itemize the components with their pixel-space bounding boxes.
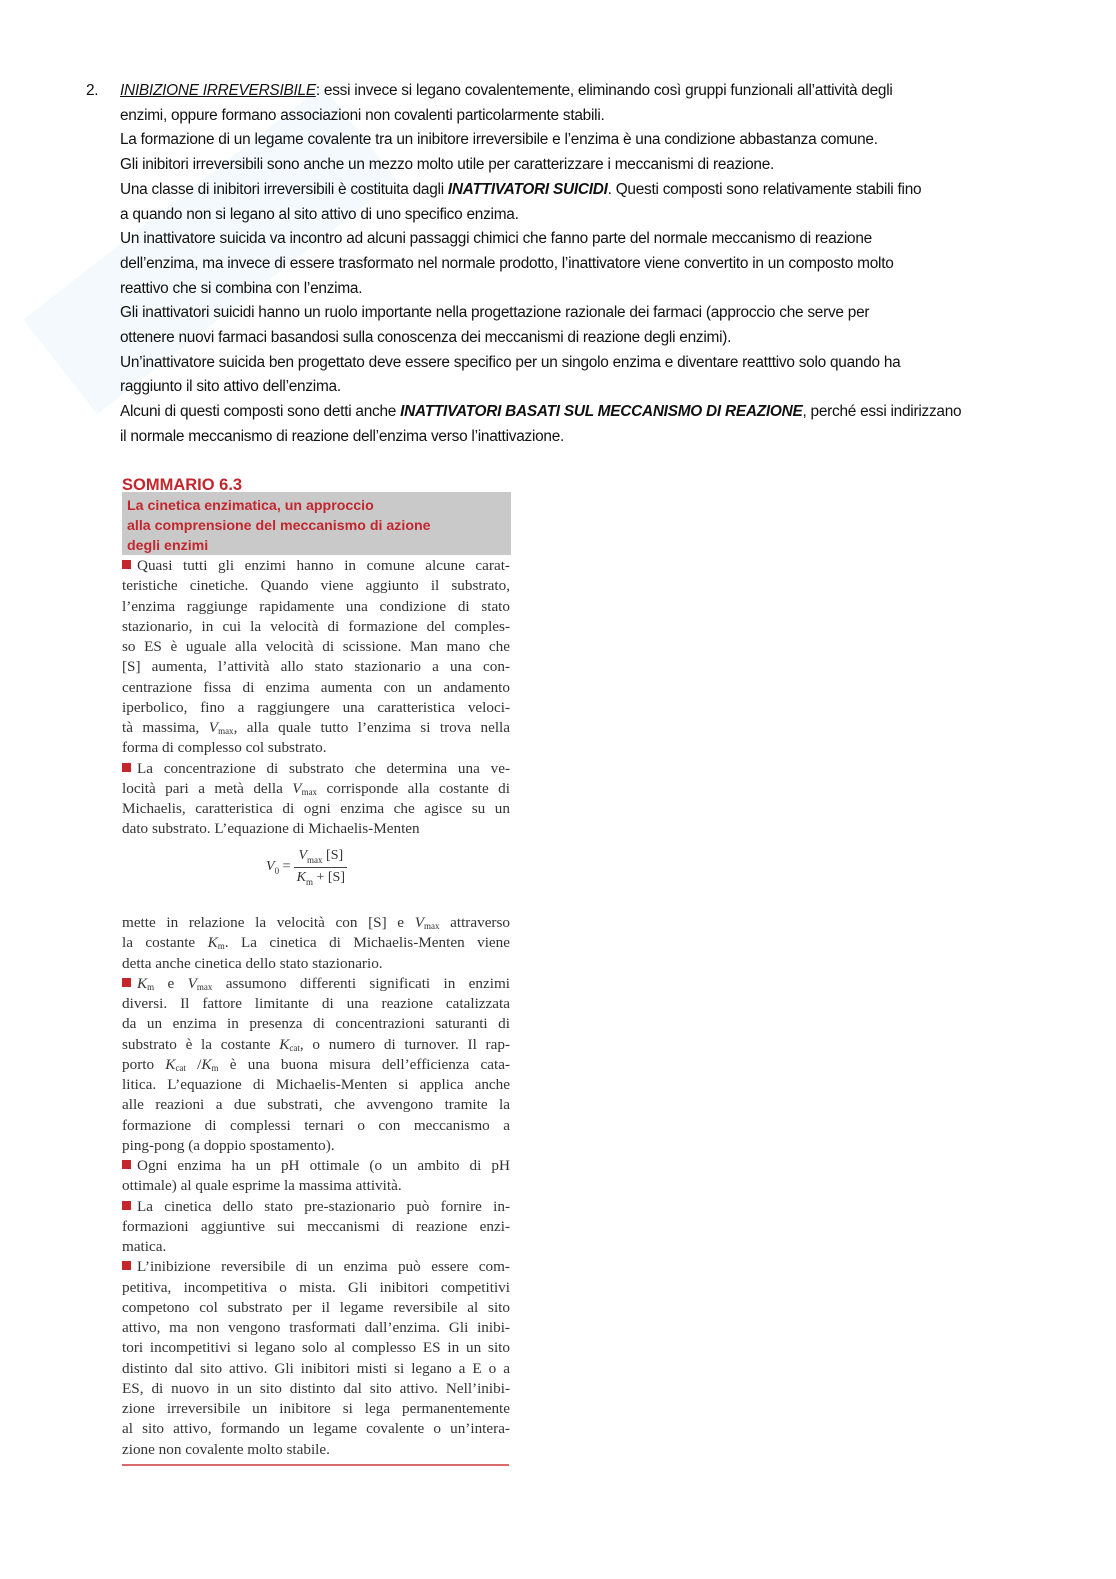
summary-line: attivo, ma non vengono trasformati dall’enzima. Gli inibi- bbox=[122, 1319, 510, 1336]
emphasis-text: INIBIZIONE IRREVERSIBILE bbox=[120, 82, 316, 99]
math-variable: K bbox=[137, 974, 148, 992]
summary-line: centrazione fissa di enzima aumenta con un andamento bbox=[122, 678, 510, 696]
text-run: ottenere nuovi farmaci basandosi sulla conoscenza dei meccanismi di reazione degli enzimi). bbox=[120, 329, 732, 346]
summary-subtitle-line: La cinetica enzimatica, un approccio bbox=[127, 498, 374, 514]
text-run: enzimi, oppure formano associazioni non covalenti particolarmente stabili. bbox=[120, 106, 605, 124]
math-variable: V bbox=[414, 914, 424, 931]
summary-line: teristiche cinetiche. Quando viene aggiunto il substrato, bbox=[122, 577, 510, 595]
summary-subtitle-line: alla comprensione del meccanismo di azione bbox=[127, 518, 431, 534]
math-subscript: max bbox=[218, 726, 234, 736]
paragraph-line bbox=[120, 402, 961, 422]
eq-num-var: V bbox=[298, 848, 308, 863]
math-subscript: m bbox=[147, 981, 155, 992]
red-square-bullet-icon bbox=[122, 978, 131, 987]
red-square-bullet-icon bbox=[122, 1261, 131, 1270]
text-run: Un’inattivatore suicida ben progettato deve essere specifico per un singolo enzima e diventare reatttivo solo quando ha bbox=[120, 353, 901, 371]
math-subscript: m bbox=[217, 941, 225, 952]
summary-line: matica. bbox=[122, 1238, 167, 1255]
emphasis-text: INATTIVATORI SUICIDI bbox=[447, 180, 608, 198]
summary-line: tori incompetitivi si legano solo al complesso ES in un sito bbox=[122, 1339, 510, 1357]
summary-line: [S] aumenta, l’attività allo stato stazionario a una con- bbox=[122, 658, 510, 676]
text-run: : essi invece si legano covalentemente, eliminando così gruppi funzionali all’attività degli bbox=[315, 82, 893, 99]
eq-lhs-group: $V_0$ = bbox=[266, 858, 291, 876]
summary-line: La cinetica dello stato pre-stazionario può fornire in- bbox=[122, 1197, 510, 1217]
summary-line: ES, di nuovo in un sito distinto dal sito attivo. Nell’inibi- bbox=[122, 1379, 510, 1397]
paragraph-line bbox=[120, 377, 341, 397]
summary-line: La concentrazione di substrato che determina una ve- bbox=[122, 759, 510, 779]
list-number: 2. bbox=[86, 82, 99, 99]
red-square-bullet-icon bbox=[122, 1201, 131, 1210]
math-subscript: cat bbox=[175, 1062, 186, 1073]
paragraph-line bbox=[120, 328, 731, 348]
summary-line: competono col substrato per il legame reversibile al sito bbox=[122, 1298, 510, 1316]
summary-line: forma di complesso col substrato. bbox=[122, 739, 327, 757]
math-variable: V bbox=[292, 779, 302, 797]
summary-line: petitiva, incompetitiva o mista. Gli inibitori competitivi bbox=[122, 1278, 510, 1296]
paragraph-line bbox=[120, 205, 519, 225]
paragraph-line bbox=[120, 303, 869, 323]
math-subscript: max bbox=[196, 981, 213, 992]
summary-title: SOMMARIO 6.3 bbox=[122, 476, 243, 494]
eq-num-rest: [S] bbox=[322, 848, 344, 863]
eq-den-sub: m bbox=[305, 876, 313, 887]
paragraph-line bbox=[120, 254, 894, 274]
math-variable: K bbox=[207, 934, 218, 952]
text-run: . Questi composti sono relativamente stabili fino bbox=[607, 180, 922, 198]
math-variable: K bbox=[201, 1055, 212, 1073]
red-square-bullet-icon bbox=[122, 763, 131, 772]
summary-line: L’inibizione reversibile di un enzima può essere com- bbox=[122, 1257, 510, 1277]
paragraph-line bbox=[120, 130, 878, 150]
text-run: , perché essi indirizzano bbox=[802, 403, 962, 421]
math-variable: V bbox=[208, 719, 219, 736]
text-run: Un inattivatore suicida va incontro ad alcuni passaggi chimici che fanno parte del normale meccanismo di reazione bbox=[120, 230, 872, 248]
paragraph-line bbox=[120, 229, 872, 249]
summary-line: dato substrato. L’equazione di Michaelis-Menten bbox=[122, 820, 420, 838]
summary-line: al sito attivo, formando un legame covalente o un’intera- bbox=[122, 1420, 510, 1438]
text-run: Gli inattivatori suicidi hanno un ruolo importante nella progettazione razionale dei farmaci (approccio che serve per bbox=[120, 304, 870, 322]
summary-line: detta anche cinetica dello stato stazionario. bbox=[122, 954, 383, 972]
summary-line: zione non covalente molto stabile. bbox=[122, 1440, 330, 1458]
eq-fraction bbox=[294, 848, 347, 887]
summary-line: mette in relazione la velocità con [S] e $V_{max}$ attraverso bbox=[122, 914, 510, 931]
summary-line: formazioni aggiuntive sui meccanismi di reazione enzi- bbox=[122, 1217, 510, 1235]
math-variable: K bbox=[279, 1035, 290, 1053]
eq-lhs: V bbox=[266, 858, 275, 874]
text-run: il normale meccanismo di reazione dell’enzima verso l’inattivazione. bbox=[120, 427, 565, 445]
michaelis-menten-equation bbox=[266, 848, 347, 887]
paragraph-line bbox=[120, 427, 564, 447]
eq-num-sub: max bbox=[307, 854, 323, 865]
summary-line: Michaelis, caratteristica di ogni enzima che agisce su un bbox=[122, 800, 510, 817]
summary-line: substrato è la costante $K_{cat}$, o numero di turnover. Il rap- bbox=[122, 1035, 510, 1053]
paragraph-line bbox=[120, 353, 900, 373]
paragraph-line bbox=[120, 81, 893, 101]
paragraph-line bbox=[120, 155, 774, 175]
paragraph-line bbox=[120, 106, 605, 126]
summary-line: zione irreversibile un inibitore si lega permanentemente bbox=[122, 1400, 510, 1417]
text-run: Una classe di inibitori irreversibili è costituita dagli bbox=[120, 180, 448, 198]
summary-line: litica. L’equazione di Michaelis-Menten si applica anche bbox=[122, 1076, 510, 1093]
text-run: raggiunto il sito attivo dell’enzima. bbox=[120, 378, 341, 396]
summary-line: formazione di complessi ternari o con meccanismo a bbox=[122, 1116, 510, 1134]
summary-line: porto $K_{cat}$ $/K_m$ è una buona misura dell’efficienza cata- bbox=[122, 1055, 510, 1073]
math-variable: K bbox=[165, 1055, 176, 1073]
text-run: La formazione di un legame covalente tra un inibitore irreversibile e l’enzima è una condizione abbastanza comune. bbox=[120, 131, 878, 149]
eq-numerator bbox=[294, 848, 347, 868]
red-square-bullet-icon bbox=[122, 1160, 131, 1169]
math-subscript: max bbox=[423, 921, 440, 931]
summary-line: Quasi tutti gli enzimi hanno in comune alcune carat- bbox=[122, 556, 510, 576]
eq-denominator bbox=[297, 868, 345, 887]
eq-lhs-sub: 0 bbox=[274, 865, 280, 876]
summary-line: l’enzima raggiunge rapidamente una condizione di stato bbox=[122, 597, 510, 615]
summary-bottom-rule bbox=[122, 1464, 509, 1466]
text-run: dell’enzima, ma invece di essere trasformato nel normale prodotto, l’inattivatore viene convertito in un composto molto bbox=[120, 254, 894, 272]
summary-line: locità pari a metà della $V_{max}$ corrisponde alla costante di bbox=[122, 779, 510, 797]
summary-line: tà massima, $V_{max}$, alla quale tutto l’enzima si trova nella bbox=[122, 719, 511, 736]
math-subscript: cat bbox=[289, 1042, 300, 1053]
summary-line: la costante $K_m$. La cinetica di Michaelis-Menten viene bbox=[122, 934, 510, 952]
red-square-bullet-icon bbox=[122, 560, 131, 569]
paragraph-line bbox=[120, 279, 362, 299]
text-run: Alcuni di questi composti sono detti anche bbox=[120, 403, 401, 421]
summary-subtitle-line: degli enzimi bbox=[127, 538, 209, 554]
math-subscript: m bbox=[211, 1062, 219, 1073]
summary-line: da un enzima in presenza di concentrazioni saturanti di bbox=[122, 1015, 510, 1033]
summary-line: stazionario, in cui la velocità di formazione del comples- bbox=[122, 617, 510, 635]
summary-line: so ES è uguale alla velocità di scissione. Man mano che bbox=[122, 638, 510, 655]
summary-line: ping-pong (a doppio spostamento). bbox=[122, 1136, 335, 1154]
summary-line: iperbolico, fino a raggiungere una caratteristica veloci- bbox=[122, 698, 510, 716]
summary-line: distinto dal sito attivo. Gli inibitori misti si legano a E o a bbox=[122, 1359, 510, 1377]
summary-line: alle reazioni a due substrati, che avvengono tramite la bbox=[122, 1096, 510, 1114]
emphasis-text: INATTIVATORI BASATI SUL MECCANISMO DI REAZIONE bbox=[400, 403, 803, 421]
text-run: a quando non si legano al sito attivo di uno specifico enzima. bbox=[120, 205, 519, 223]
summary-line: ottimale) al quale esprime la massima attività. bbox=[122, 1177, 402, 1195]
math-subscript: max bbox=[301, 786, 318, 797]
text-run: reattivo che si combina con l’enzima. bbox=[120, 279, 363, 297]
text-run: Gli inibitori irreversibili sono anche un mezzo molto utile per caratterizzare i meccanismi di reazione. bbox=[120, 156, 775, 174]
eq-den-var: K bbox=[296, 869, 306, 885]
summary-line: $K_m$ e $V_{max}$ assumono differenti significati in enzimi bbox=[122, 974, 510, 997]
paragraph-line bbox=[120, 180, 921, 200]
math-variable: V bbox=[187, 974, 197, 992]
summary-line: Ogni enzima ha un pH ottimale (o un ambito di pH bbox=[122, 1156, 510, 1176]
eq-den-rest: + [S] bbox=[312, 869, 345, 885]
summary-line: diversi. Il fattore limitante di una reazione catalizzata bbox=[122, 995, 510, 1012]
